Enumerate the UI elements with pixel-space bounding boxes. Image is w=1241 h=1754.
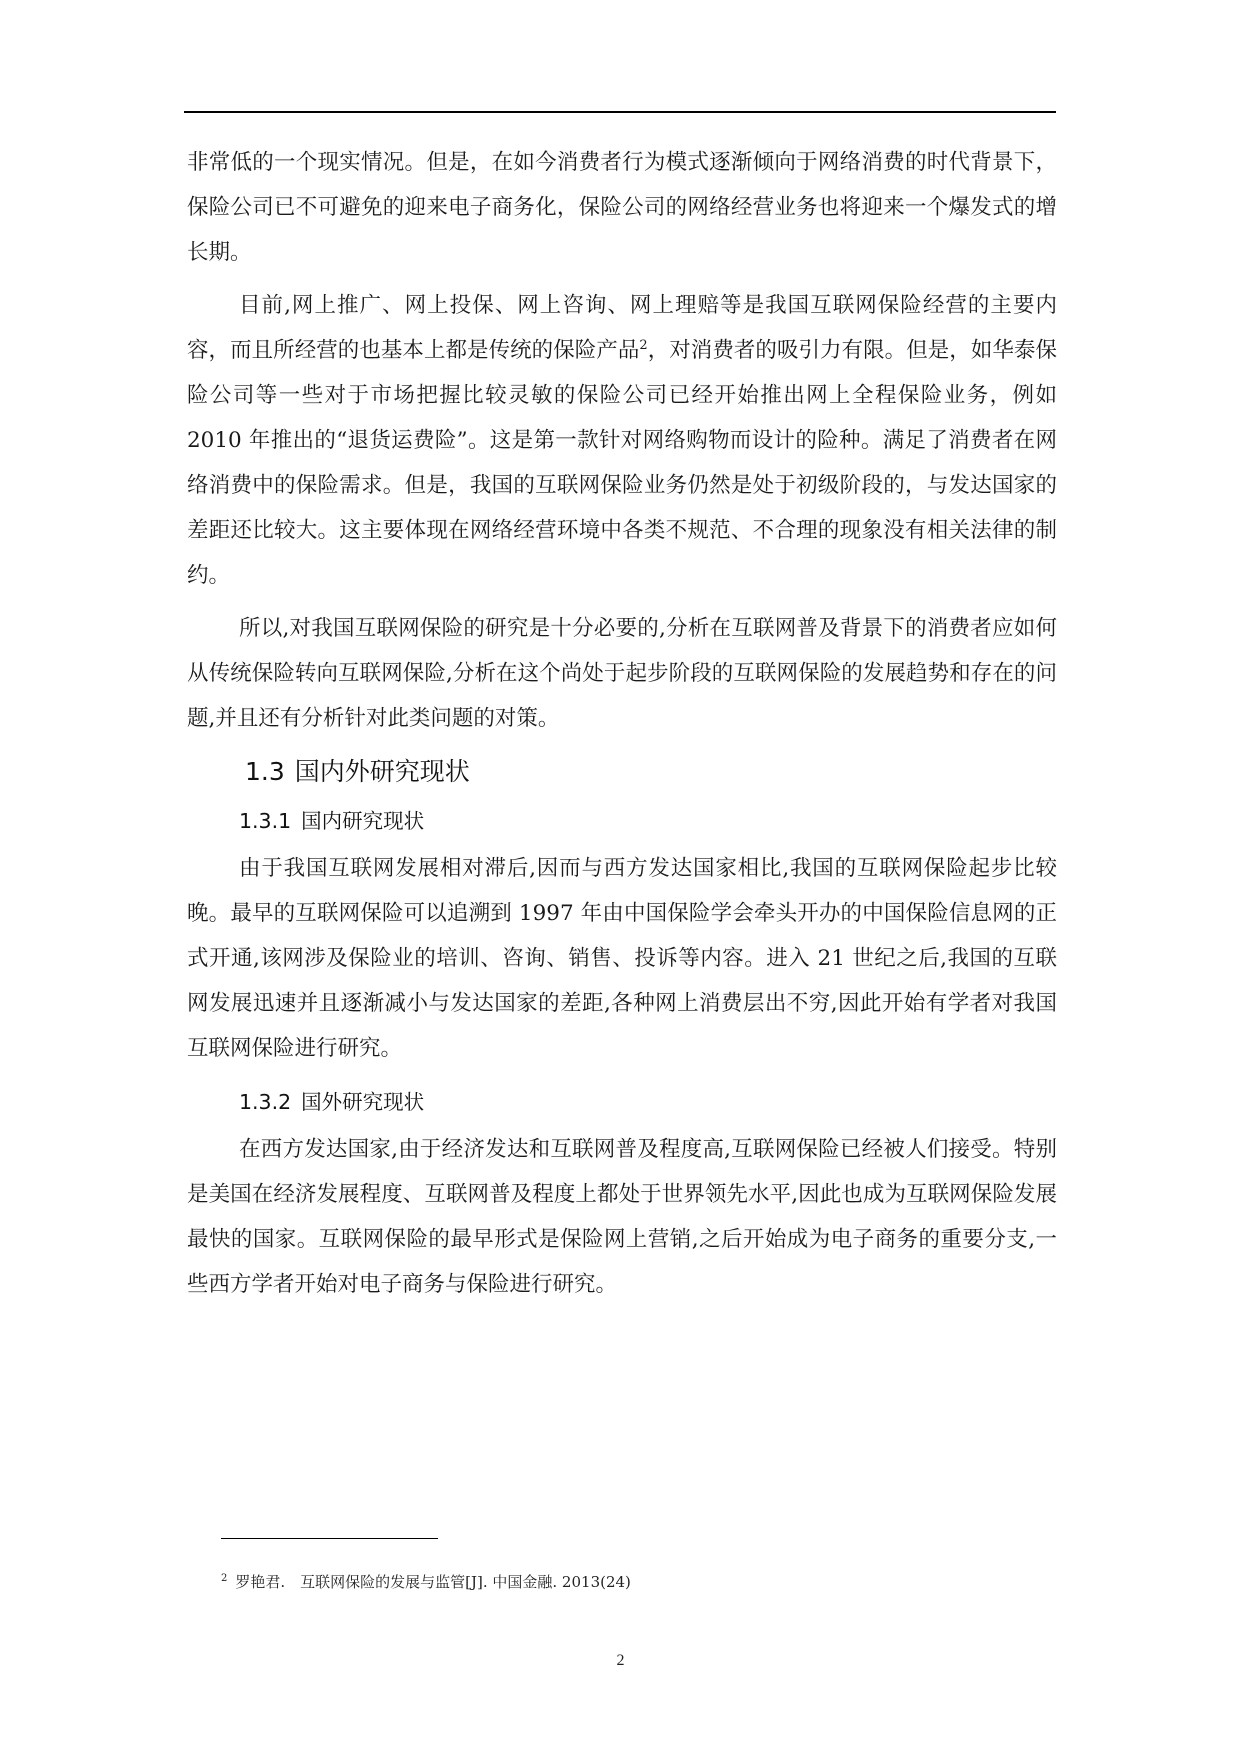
subsection-heading-1-3-1 [239,798,1057,844]
page-number: 2 [616,1652,625,1669]
section-heading-1-3 [245,749,1057,795]
header-rule [184,111,1056,113]
footnote [221,1571,631,1592]
section-number: 1.3 [245,757,285,786]
paragraph-domestic-research: 由于我国互联网发展相对滞后,因而与西方发达国家相比,我国的互联网保险起步比较晚。最早的互联网保险可以追溯到 1997 年由中国保险学会牵头开办的中国保险信息网的正式开通,该网涉及保险业的培训、咨询、销售、投诉等内容。进入 21 世纪之后,我国的互联网发展迅速并且逐渐减小与发达国家的差距,各种网上消费层出不穷,因此开始有学者对我国互联网保险进行研究。 [187,856,1057,1061]
section-title: 国内外研究现状 [294,757,470,786]
subsection-number: 1.3.1 [239,809,292,833]
subsection-heading-1-3-2 [239,1079,1057,1125]
footnote-rule [221,1538,438,1539]
footnote-text: 罗艳君. 互联网保险的发展与监管[J]. 中国金融. 2013(24) [235,1573,631,1591]
subsection-title: 国外研究现状 [301,1090,425,1114]
paragraph-text-part: ，对消费者的吸引力有限。但是，如华泰保险公司等一些对于市场把握比较灵敏的保险公司已经开始推出网上全程保险业务，例如 2010 年推出的“退货运费险”。这是第一款针对网络购物而设计的险种。满足了消费者在网络消费中的保险需求。但是，我国的互联网保险业务仍然是处于初级阶段的，与发达国家的差距还比较大。这主要体现在网络经营环境中各类不规范、不合理的现象没有相关法律的制约。 [187,338,1057,588]
footnote-marker: 2 [221,1573,228,1584]
footnote-reference[interactable]: 2 [639,337,648,353]
body-text [187,140,1057,1315]
subsection-title: 国内研究现状 [301,809,425,833]
paragraph-research-necessity: 所以,对我国互联网保险的研究是十分必要的,分析在互联网普及背景下的消费者应如何从传统保险转向互联网保险,分析在这个尚处于起步阶段的互联网保险的发展趋势和存在的问题,并且还有分析针对此类问题的对策。 [187,616,1057,731]
paragraph-continuation: 非常低的一个现实情况。但是，在如今消费者行为模式逐渐倾向于网络消费的时代背景下，保险公司已不可避免的迎来电子商务化，保险公司的网络经营业务也将迎来一个爆发式的增长期。 [187,150,1057,265]
paragraph-current-situation [187,283,1057,598]
paragraph-foreign-research: 在西方发达国家,由于经济发达和互联网普及程度高,互联网保险已经被人们接受。特别是美国在经济发展程度、互联网普及程度上都处于世界领先水平,因此也成为互联网保险发展最快的国家。互联网保险的最早形式是保险网上营销,之后开始成为电子商务的重要分支,一些西方学者开始对电子商务与保险进行研究。 [187,1137,1057,1297]
paragraph-text-part: 目前,网上推广、网上投保、网上咨询、网上理赔等是我国互联网保险经营的主要内容，而且所经营的也基本上都是传统的保险产品 [187,293,1057,363]
subsection-number: 1.3.2 [239,1090,292,1114]
